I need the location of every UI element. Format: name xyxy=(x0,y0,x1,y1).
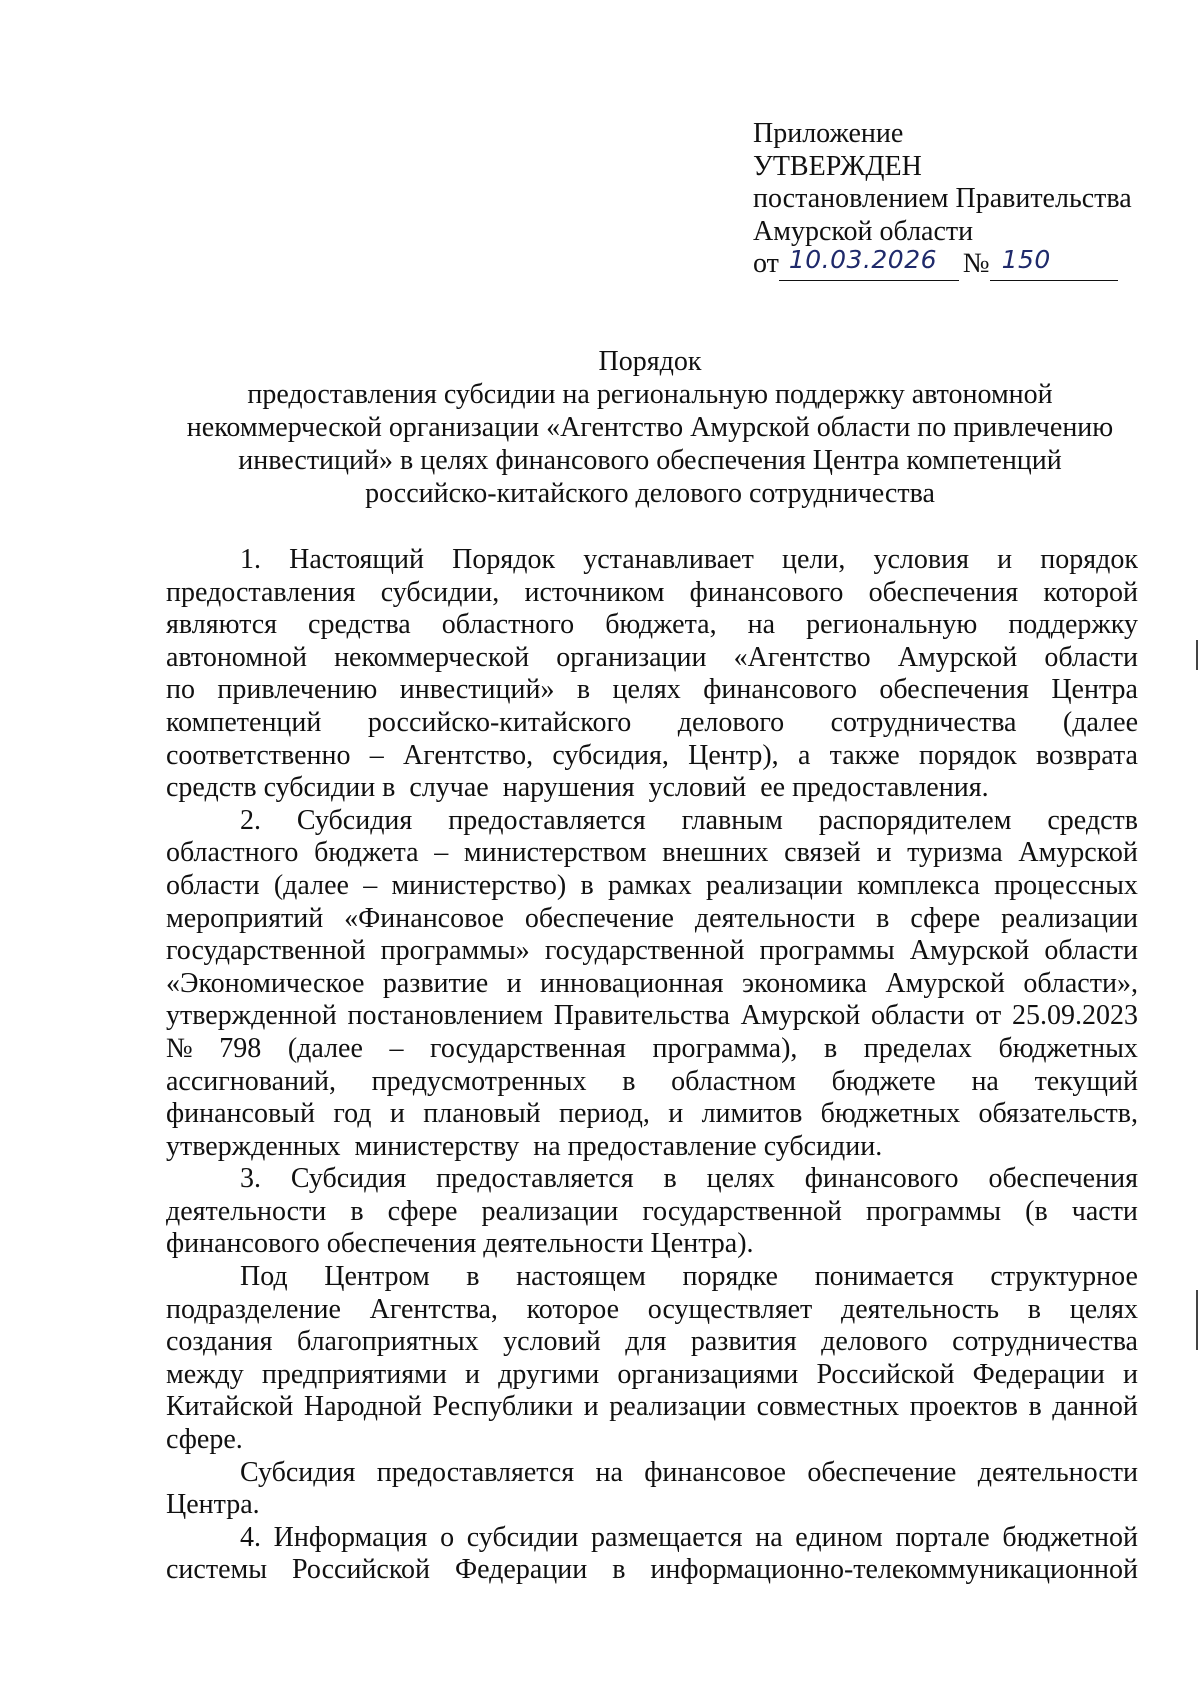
body-word: в xyxy=(622,1065,636,1097)
body-word: деятельности xyxy=(977,1456,1138,1488)
body-word: целях xyxy=(612,674,681,706)
handwritten-date: 10.03.2026 xyxy=(788,245,938,274)
body-word: – xyxy=(369,739,384,771)
body-word: Центр), xyxy=(688,739,779,771)
body-word: и xyxy=(506,967,522,999)
scan-edge-mark xyxy=(1196,1290,1198,1350)
body-word: Порядок xyxy=(452,544,556,575)
body-line xyxy=(166,544,1138,577)
body-word: проектов xyxy=(909,1391,1018,1423)
resolution-label: постановлением Правительства xyxy=(753,183,1132,214)
body-word: обеспечения xyxy=(988,1163,1138,1195)
body-line xyxy=(166,1163,1138,1196)
body-word: в xyxy=(612,1554,626,1586)
body-word: порядок xyxy=(1040,544,1138,575)
body-word: субсидии, xyxy=(380,576,500,608)
body-word: Настоящий xyxy=(289,544,424,575)
body-word: министерство) xyxy=(391,869,567,901)
body-line xyxy=(166,968,1138,1001)
body-line xyxy=(166,1326,1138,1359)
body-word: утвержденных министерству на предоставление субсидии. xyxy=(166,1130,883,1162)
body-word: в xyxy=(1027,1293,1042,1325)
body-word: субсидия, xyxy=(552,739,669,771)
body-word: некоммерческой xyxy=(334,641,530,673)
body-line xyxy=(166,870,1138,903)
body-line xyxy=(166,1359,1138,1392)
approval-block xyxy=(753,118,1143,281)
body-word: (в xyxy=(1025,1195,1048,1227)
body-word: государственная xyxy=(430,1032,626,1064)
body-word: размещается xyxy=(590,1521,743,1553)
body-word: на xyxy=(595,1456,623,1488)
body-word: Народной xyxy=(303,1391,422,1423)
body-word: структурное xyxy=(990,1261,1138,1293)
document-body xyxy=(166,544,1138,1587)
body-word: 2. xyxy=(240,804,261,836)
body-word: которое xyxy=(526,1293,620,1325)
body-word: деятельности xyxy=(166,1195,327,1227)
body-word: государственной xyxy=(166,935,366,967)
body-word: благоприятных xyxy=(297,1326,479,1358)
body-word: период, xyxy=(559,1098,650,1130)
body-word: реализации xyxy=(705,869,843,901)
body-word: экономика xyxy=(741,967,867,999)
body-word: устанавливает xyxy=(583,544,754,575)
body-word: инновационная xyxy=(540,967,724,999)
body-word: организации xyxy=(556,641,707,673)
body-word: финансового xyxy=(703,674,857,706)
body-word: по xyxy=(166,674,195,706)
body-word: мероприятий xyxy=(166,902,324,934)
body-word: Центра. xyxy=(166,1489,260,1521)
body-word: «Финансовое xyxy=(344,902,504,934)
body-word: Правительства xyxy=(553,1000,730,1032)
body-line xyxy=(166,1391,1138,1424)
body-word: Амурской xyxy=(909,935,1030,967)
body-word: бюджетных xyxy=(820,1098,961,1130)
body-word: от xyxy=(975,1000,1002,1032)
body-word: – xyxy=(434,837,449,869)
body-line xyxy=(166,609,1138,642)
body-word: и xyxy=(465,1358,480,1390)
scan-edge-mark xyxy=(1196,640,1198,670)
body-word: возврата xyxy=(1035,739,1138,771)
body-word: данной xyxy=(1052,1391,1138,1423)
body-word: едином xyxy=(795,1521,883,1553)
body-word: предоставляется xyxy=(448,804,646,836)
body-line xyxy=(166,1098,1138,1131)
body-word: программы» xyxy=(380,935,530,967)
body-word: цели, xyxy=(781,544,846,575)
body-word: бюджетных xyxy=(998,1032,1138,1064)
body-word: ассигнований, xyxy=(166,1065,336,1097)
body-word: Агентство, xyxy=(403,739,534,771)
body-word: Российской xyxy=(816,1358,955,1390)
body-line xyxy=(166,642,1138,675)
body-word: Российской xyxy=(292,1554,431,1586)
body-word: сотрудничества xyxy=(952,1326,1138,1358)
body-word: условия xyxy=(873,544,969,575)
body-word: соответственно xyxy=(166,739,351,771)
body-word: предприятиями xyxy=(261,1358,447,1390)
body-word: в xyxy=(663,1163,677,1195)
body-line xyxy=(166,1261,1138,1294)
body-line xyxy=(166,935,1138,968)
body-word: 1. xyxy=(240,544,261,575)
body-word: и xyxy=(997,544,1013,575)
body-word: 798 xyxy=(219,1032,262,1064)
body-word: Китайской xyxy=(166,1391,294,1423)
body-line xyxy=(166,1033,1138,1066)
body-word: Амурской xyxy=(1018,837,1138,869)
body-word: области xyxy=(166,869,260,901)
body-word: средств субсидии в случае нарушения условий ее предоставления. xyxy=(166,772,989,804)
body-word: и xyxy=(389,1098,405,1130)
title-heading: Порядок xyxy=(598,346,702,377)
body-word: субсидии xyxy=(466,1521,579,1553)
date-prefix: от xyxy=(753,248,779,279)
title-line: предоставления субсидии на региональную поддержку автономной xyxy=(247,379,1053,410)
body-word: обязательств, xyxy=(978,1098,1138,1130)
body-word: области xyxy=(1044,935,1138,967)
body-word: Республики xyxy=(432,1391,573,1423)
appendix-label: Приложение xyxy=(753,118,904,149)
body-word: постановлением xyxy=(347,1000,543,1032)
body-word: (далее xyxy=(273,869,349,901)
body-line xyxy=(166,740,1138,773)
body-word: обеспечения xyxy=(879,674,1029,706)
body-word: лимитов xyxy=(701,1098,803,1130)
body-word: «Агентство xyxy=(733,641,871,673)
body-line xyxy=(166,1228,1138,1261)
body-word: и xyxy=(1123,1358,1138,1390)
body-word: пределах xyxy=(863,1032,972,1064)
body-word: подразделение xyxy=(166,1293,341,1325)
body-word: целях xyxy=(706,1163,775,1195)
body-word: сфере xyxy=(910,902,981,934)
body-word: Амурской xyxy=(897,641,1018,673)
body-word: Под xyxy=(240,1261,288,1293)
body-line xyxy=(166,1554,1138,1587)
body-line xyxy=(166,903,1138,936)
body-word: понимается xyxy=(814,1261,954,1293)
body-word: обеспечение xyxy=(807,1456,957,1488)
body-word: российско-китайского xyxy=(367,706,632,738)
body-word: Субсидия xyxy=(240,1456,356,1488)
body-word: туризма xyxy=(907,837,1003,869)
body-word: программы xyxy=(865,1195,1002,1227)
body-word: реализации xyxy=(609,1391,747,1423)
body-word: Федерации xyxy=(454,1554,588,1586)
body-word: программа), xyxy=(652,1032,798,1064)
body-word: главным xyxy=(681,804,783,836)
body-word: государственной xyxy=(544,935,745,967)
body-word: порядок xyxy=(918,739,1017,771)
body-word: на xyxy=(971,1065,999,1097)
body-word: в xyxy=(580,869,594,901)
body-word: бюджетной xyxy=(1002,1521,1138,1553)
body-word: делового xyxy=(821,1326,928,1358)
body-word: части xyxy=(1071,1195,1138,1227)
body-word: которой xyxy=(1043,576,1138,608)
body-word: Информация xyxy=(273,1521,428,1553)
body-word: настоящем xyxy=(516,1261,646,1293)
body-word: в xyxy=(576,674,591,706)
body-word: и xyxy=(876,837,892,869)
body-word: бюджета xyxy=(314,837,419,869)
body-word: Субсидия xyxy=(296,804,413,836)
body-word: финансовое xyxy=(644,1456,786,1488)
body-line xyxy=(166,1489,1138,1522)
body-word: процессных xyxy=(994,869,1138,901)
body-word: областном xyxy=(671,1065,796,1097)
body-word: на xyxy=(755,1521,783,1553)
body-word: порядке xyxy=(682,1261,778,1293)
body-word: о xyxy=(440,1521,455,1553)
body-word: (далее xyxy=(1062,706,1138,738)
approved-label: УТВЕРЖДЕН xyxy=(753,150,922,182)
body-line xyxy=(166,1522,1138,1555)
body-word: бюджета, xyxy=(605,609,717,641)
body-word: год xyxy=(333,1098,372,1130)
title-line: инвестиций» в целях финансового обеспечения Центра компетенций xyxy=(238,445,1062,476)
body-word: портале xyxy=(895,1521,990,1553)
body-word: осуществляет xyxy=(647,1293,813,1325)
body-word: также xyxy=(829,739,900,771)
body-line xyxy=(166,1000,1138,1033)
body-word: государственной xyxy=(642,1195,842,1227)
body-word: источником xyxy=(524,576,665,608)
date-field xyxy=(779,245,959,281)
body-word: распорядителем xyxy=(818,804,1012,836)
handwritten-number: 150 xyxy=(1001,245,1051,274)
date-number-row xyxy=(753,245,1143,281)
title-line: некоммерческой организации «Агентство Амурской области по привлечению xyxy=(186,412,1114,443)
body-word: создания xyxy=(166,1326,273,1358)
body-word: Центром xyxy=(324,1261,430,1293)
body-line xyxy=(166,805,1138,838)
body-word: а xyxy=(797,739,811,771)
body-word: делового xyxy=(677,706,785,738)
body-word: финансового xyxy=(804,1163,959,1195)
body-word: региональную xyxy=(806,609,978,641)
body-word: совместных xyxy=(756,1391,900,1423)
body-word: в xyxy=(876,902,890,934)
body-word: финансового xyxy=(689,576,844,608)
body-word: финансового обеспечения деятельности Центра). xyxy=(166,1228,754,1260)
body-word: финансовый xyxy=(166,1098,315,1130)
body-word: программы xyxy=(759,935,895,967)
body-word: – xyxy=(389,1032,404,1064)
body-word: и xyxy=(583,1391,599,1423)
body-word: другими xyxy=(498,1358,600,1390)
body-word: условий xyxy=(503,1326,601,1358)
body-word: утвержденной xyxy=(166,1000,337,1032)
body-word: и xyxy=(668,1098,684,1130)
body-word: компетенций xyxy=(166,706,322,738)
body-word: 3. xyxy=(240,1163,261,1195)
body-word: областного xyxy=(441,609,575,641)
body-word: (далее xyxy=(287,1032,363,1064)
body-word: на xyxy=(747,609,776,641)
body-word: рамках xyxy=(607,869,692,901)
body-word: в xyxy=(1028,1391,1042,1423)
body-word: являются xyxy=(166,609,278,641)
body-word: «Экономическое xyxy=(166,967,365,999)
body-word: – xyxy=(363,869,378,901)
body-line xyxy=(166,772,1138,805)
document-title xyxy=(120,345,1180,510)
body-word: обеспечения xyxy=(868,576,1019,608)
body-word: Амурской xyxy=(885,967,1005,999)
body-word: в xyxy=(350,1195,364,1227)
body-word: информационно-телекоммуникационной xyxy=(650,1554,1138,1586)
body-word: текущий xyxy=(1034,1065,1138,1097)
body-line xyxy=(166,577,1138,610)
body-line xyxy=(166,1457,1138,1490)
body-line xyxy=(166,1424,1138,1457)
body-word: сотрудничества xyxy=(830,706,1017,738)
body-word: 25.09.2023 xyxy=(1012,1000,1138,1032)
title-line: российско-китайского делового сотрудничества xyxy=(365,478,935,509)
body-word: связей xyxy=(784,837,861,869)
body-word: Агентства, xyxy=(369,1293,498,1325)
body-word: внешних xyxy=(662,837,769,869)
body-word: комплекса xyxy=(857,869,980,901)
body-word: областного xyxy=(166,837,299,869)
body-word: реализации xyxy=(481,1195,619,1227)
body-word: развитие xyxy=(382,967,489,999)
body-line xyxy=(166,707,1138,740)
body-word: средства xyxy=(308,609,411,641)
body-word: Амурской xyxy=(740,1000,861,1032)
body-line xyxy=(166,837,1138,870)
body-word: области xyxy=(1044,641,1138,673)
body-word: инвестиций» xyxy=(399,674,555,706)
body-word: целях xyxy=(1069,1293,1138,1325)
body-word: деятельности xyxy=(694,902,856,934)
region-label: Амурской области xyxy=(753,215,974,247)
body-word: поддержку xyxy=(1008,609,1138,641)
number-field xyxy=(990,245,1118,281)
body-word: реализации xyxy=(1001,902,1138,934)
body-word: предоставляется xyxy=(376,1456,575,1488)
body-word: системы xyxy=(166,1554,268,1586)
body-word: деятельность xyxy=(840,1293,1000,1325)
body-word: предоставления xyxy=(166,576,356,608)
body-word: средств xyxy=(1047,804,1138,836)
body-word: бюджете xyxy=(831,1065,936,1097)
body-word: № xyxy=(166,1032,193,1064)
body-word: привлечению xyxy=(217,674,378,706)
body-line xyxy=(166,1131,1138,1164)
body-word: Центра xyxy=(1051,674,1138,706)
body-word: Федерации xyxy=(972,1358,1105,1390)
body-word: Субсидия xyxy=(290,1163,407,1195)
body-word: развития xyxy=(690,1326,797,1358)
body-line xyxy=(166,674,1138,707)
body-word: автономной xyxy=(166,641,307,673)
body-line xyxy=(166,1294,1138,1327)
body-word: министерством xyxy=(463,837,647,869)
body-word: 4. xyxy=(240,1521,261,1553)
body-word: между xyxy=(166,1358,244,1390)
body-word: для xyxy=(625,1326,667,1358)
body-word: области», xyxy=(1023,967,1138,999)
body-word: плановый xyxy=(423,1098,541,1130)
body-word: предусмотренных xyxy=(371,1065,587,1097)
body-word: области xyxy=(870,1000,965,1032)
body-word: организациями xyxy=(617,1358,799,1390)
body-word: предоставляется xyxy=(436,1163,634,1195)
body-word: обеспечение xyxy=(524,902,674,934)
body-word: в xyxy=(823,1032,838,1064)
body-word: в xyxy=(466,1261,480,1293)
body-line xyxy=(166,1196,1138,1229)
body-word: сфере. xyxy=(166,1424,243,1456)
body-word: сфере xyxy=(387,1195,458,1227)
body-line xyxy=(166,1066,1138,1099)
number-sign: № xyxy=(962,248,990,279)
